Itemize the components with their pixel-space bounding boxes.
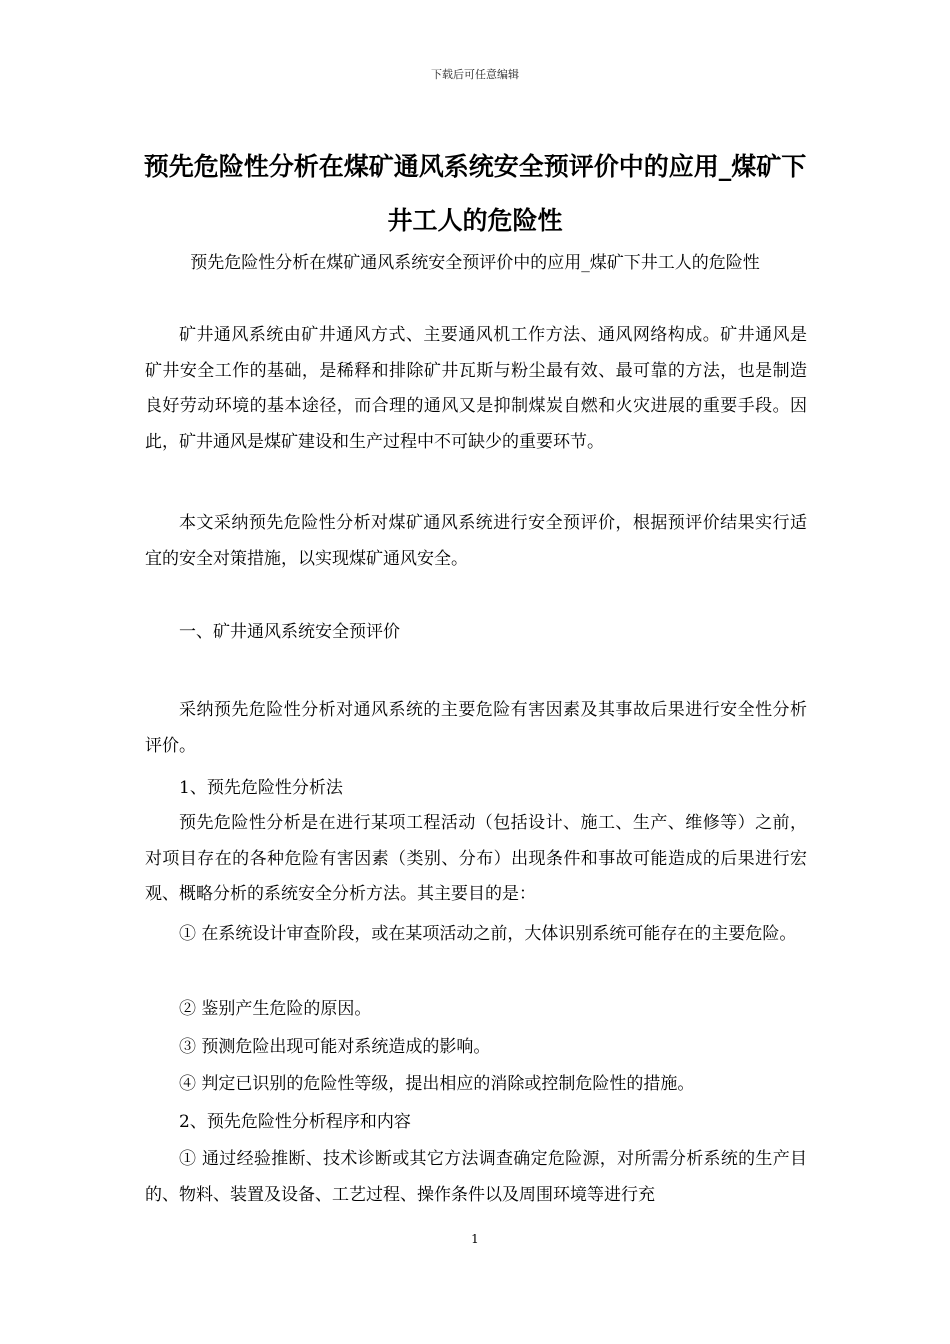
paragraph-purpose: 本文采纳预先危险性分析对煤矿通风系统进行安全预评价，根据预评价结果实行适宜的安全对策措施，以实现煤矿通风安全。 [145, 513, 807, 569]
page-header: 下载后可任意编辑 [431, 68, 519, 81]
list-item-4: ④ 判定已识别的危险性等级，提出相应的消除或控制危险性的措施。 [179, 1074, 695, 1094]
subheading-2: 2、预先危险性分析程序和内容 [179, 1112, 411, 1132]
document-subtitle: 预先危险性分析在煤矿通风系统安全预评价中的应用_煤矿下井工人的危险性 [190, 253, 760, 273]
list-item-3: ③ 预测危险出现可能对系统造成的影响。 [179, 1037, 491, 1057]
paragraph-section-1: 采纳预先危险性分析对通风系统的主要危险有害因素及其事故后果进行安全性分析评价。 [145, 700, 807, 756]
list-item-2: ② 鉴别产生危险的原因。 [179, 999, 372, 1019]
page-number: 1 [471, 1232, 479, 1246]
document-title: 预先危险性分析在煤矿通风系统安全预评价中的应用_煤矿下井工人的危险性 [143, 152, 807, 235]
paragraph-intro: 矿井通风系统由矿井通风方式、主要通风机工作方法、通风网络构成。矿井通风是矿井安全工作的基础，是稀释和排除矿井瓦斯与粉尘最有效、最可靠的方法，也是制造良好劳动环境的基本途径，而合理的通风又是抑制煤炭自燃和火灾进展的重要手段。因此，矿井通风是煤矿建设和生产过程中不可缺少的重要环节。 [145, 325, 807, 452]
list-item-1: ① 在系统设计审查阶段，或在某项活动之前，大体识别系统可能存在的主要危险。 [179, 924, 797, 944]
paragraph-procedure-1: ① 通过经验推断、技术诊断或其它方法调查确定危险源，对所需分析系统的生产目的、物料、装置及设备、工艺过程、操作条件以及周围环境等进行充 [145, 1149, 807, 1205]
section-heading-1: 一、矿井通风系统安全预评价 [179, 622, 400, 642]
subheading-1: 1、预先危险性分析法 [179, 778, 343, 798]
paragraph-pha-definition: 预先危险性分析是在进行某项工程活动（包括设计、施工、生产、维修等）之前，对项目存在的各种危险有害因素（类别、分布）出现条件和事故可能造成的后果进行宏观、概略分析的系统安全分析方法。其主要目的是： [145, 813, 807, 904]
